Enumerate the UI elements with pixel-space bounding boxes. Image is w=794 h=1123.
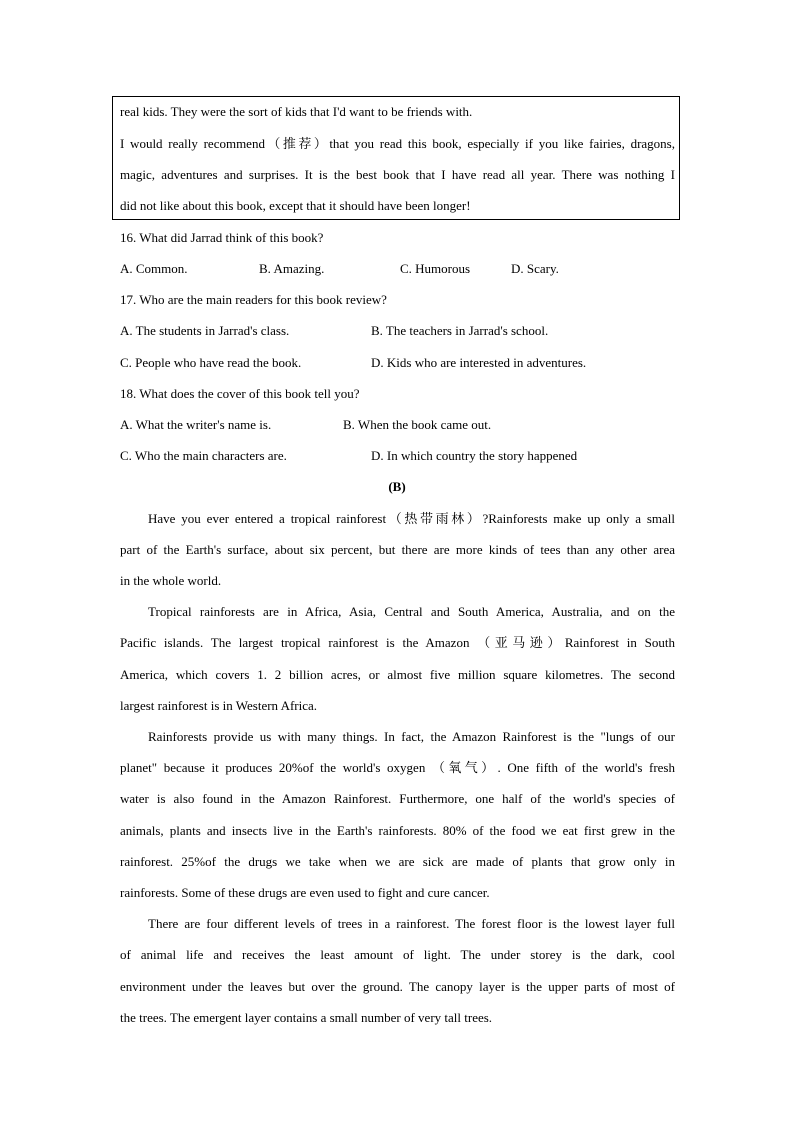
passage-p3-line: planet" because it produces 20%of the world's oxygen （氧气）. One fifth of the world's fresh [120, 760, 675, 775]
question-17-stem: 17. Who are the main readers for this book review? [120, 292, 387, 307]
passage-p1-line: Have you ever entered a tropical rainforest（热带雨林）?Rainforests make up only a small [148, 511, 675, 526]
question-17-option-c: C. People who have read the book. [120, 355, 302, 370]
section-heading: (B) [388, 479, 406, 494]
review-line: I would really recommend（推荐）that you read this book, especially if you like fairies, dragons, [120, 136, 675, 151]
question-17-option-a: A. The students in Jarrad's class. [120, 323, 290, 338]
passage-p1-line: part of the Earth's surface, about six percent, but there are more kinds of tees than any other area [120, 542, 675, 557]
passage-p3-line: rainforests. Some of these drugs are even used to fight and cure cancer. [120, 885, 490, 900]
question-18-option-c: C. Who the main characters are. [120, 448, 287, 463]
passage-p3-line: animals, plants and insects live in the Earth's rainforests. 80% of the food we eat first grew in the [120, 823, 675, 838]
passage-p2-line: Tropical rainforests are in Africa, Asia, Central and South America, Australia, and on the [148, 604, 675, 619]
question-16-option-d: D. Scary. [511, 261, 559, 276]
question-18-option-d: D. In which country the story happened [371, 448, 578, 463]
question-16-option-a: A. Common. [120, 261, 188, 276]
passage-p2-line: Pacific islands. The largest tropical rainforest is the Amazon （亚马逊）Rainforest in South [120, 635, 675, 650]
passage-p3-line: rainforest. 25%of the drugs we take when we are sick are made of plants that grow only in [120, 854, 675, 869]
review-line: did not like about this book, except that it should have been longer! [120, 198, 471, 213]
passage-p1-line: in the whole world. [120, 573, 222, 588]
question-18-stem: 18. What does the cover of this book tell you? [120, 386, 360, 401]
question-16-option-b: B. Amazing. [259, 261, 325, 276]
passage-p3-line: Rainforests provide us with many things. In fact, the Amazon Rainforest is the "lungs of our [148, 729, 675, 744]
passage-p4-line: There are four different levels of trees in a rainforest. The forest floor is the lowest layer full [148, 916, 675, 931]
passage-p4-line: environment under the leaves but over the ground. The canopy layer is the upper parts of most of [120, 979, 675, 994]
question-16-option-c: C. Humorous [400, 261, 471, 276]
passage-p4-line: of animal life and receives the least amount of light. The under storey is the dark, cool [120, 947, 675, 962]
question-17-option-d: D. Kids who are interested in adventures. [371, 355, 587, 370]
passage-p2-line: largest rainforest is in Western Africa. [120, 698, 318, 713]
question-18-option-a: A. What the writer's name is. [120, 417, 272, 432]
review-line: magic, adventures and surprises. It is the best book that I have read all year. There was nothing I [120, 167, 675, 182]
passage-p4-line: the trees. The emergent layer contains a small number of very tall trees. [120, 1010, 493, 1025]
review-line: real kids. They were the sort of kids that I'd want to be friends with. [120, 104, 473, 119]
question-18-option-b: B. When the book came out. [343, 417, 492, 432]
passage-p3-line: water is also found in the Amazon Rainforest. Furthermore, one half of the world's species of [120, 791, 675, 806]
question-17-option-b: B. The teachers in Jarrad's school. [371, 323, 549, 338]
passage-p2-line: America, which covers 1. 2 billion acres, or almost five million square kilometres. The second [120, 667, 675, 682]
question-16-stem: 16. What did Jarrad think of this book? [120, 230, 324, 245]
